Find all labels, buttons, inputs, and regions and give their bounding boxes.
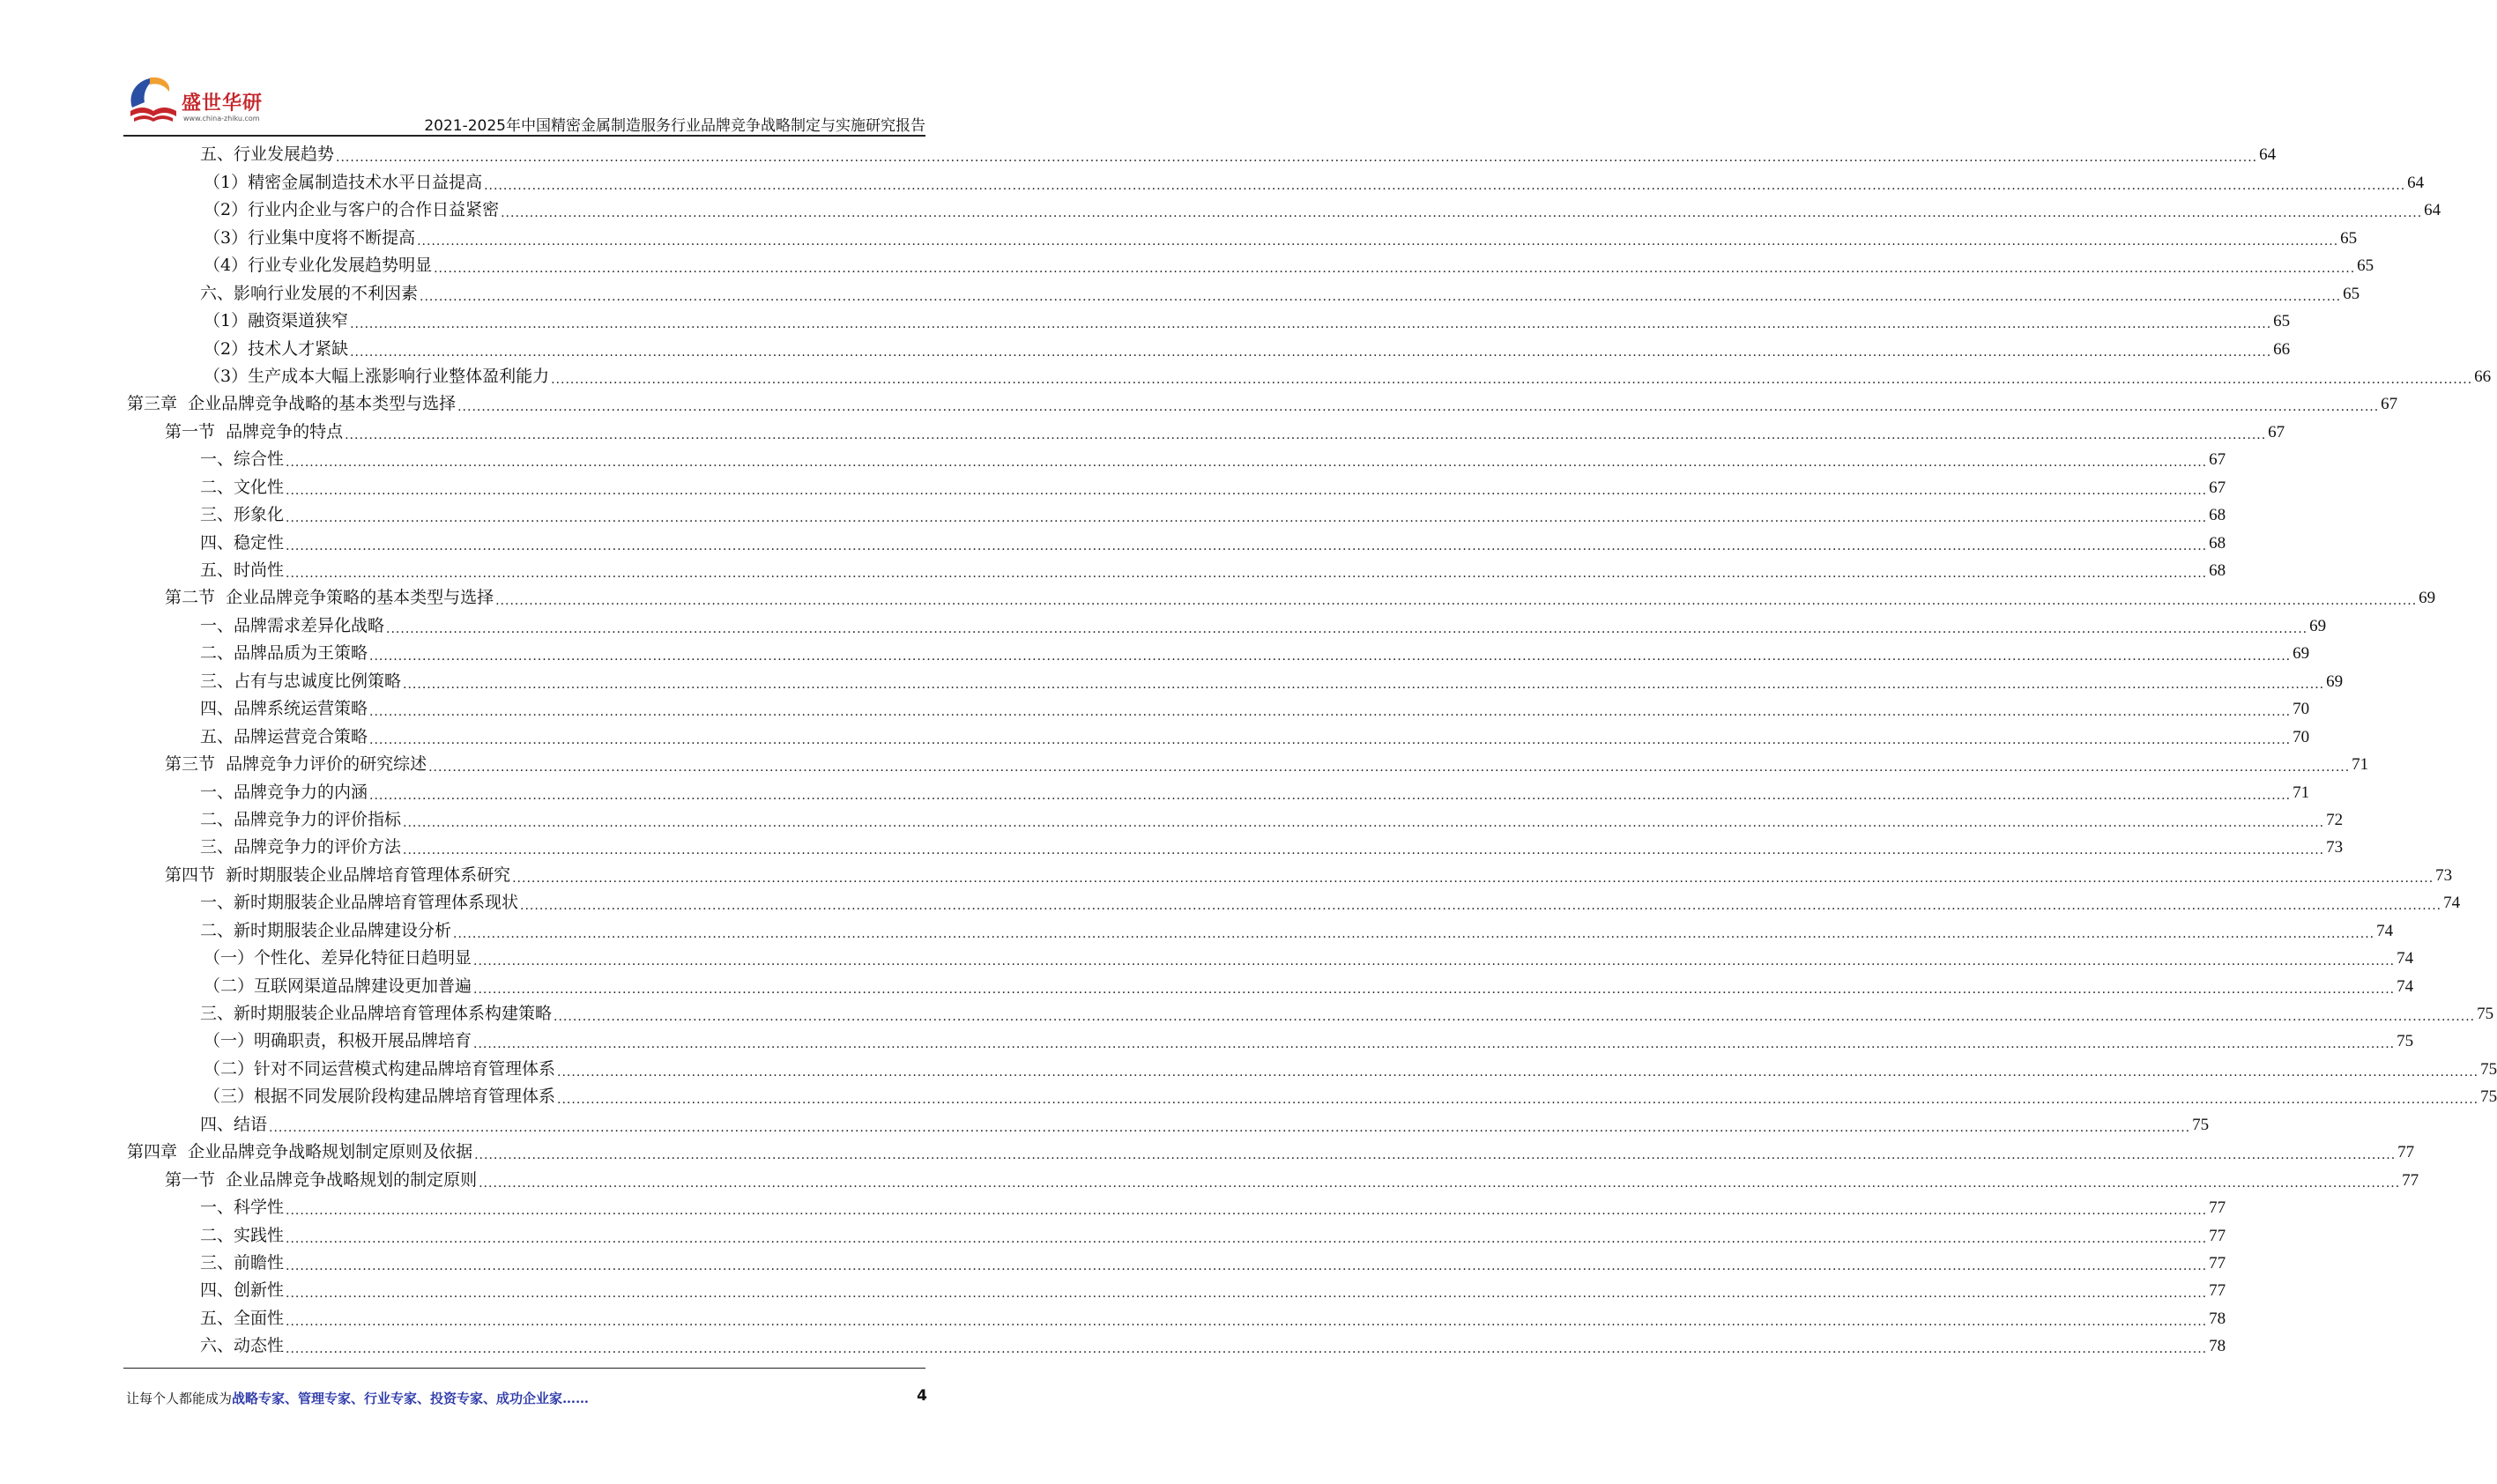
toc-leader-dots: ................................................................................................................................................................................................................................................................................................................................................................................................................ bbox=[336, 151, 2258, 166]
toc-entry-page: 69 bbox=[2419, 589, 2436, 608]
toc-entry-label: 五、全面性 bbox=[200, 1308, 285, 1328]
toc-entry[interactable] bbox=[127, 501, 2226, 529]
toc-entry-page: 75 bbox=[2480, 1087, 2497, 1107]
toc-entry-page: 67 bbox=[2209, 450, 2226, 470]
toc-leader-dots: ................................................................................................................................................................................................................................................................................................................................................................................................................ bbox=[369, 788, 2292, 803]
toc-entry[interactable] bbox=[127, 806, 2344, 834]
toc-entry-label: 四、结语 bbox=[200, 1114, 268, 1134]
toc-entry[interactable] bbox=[127, 834, 2344, 861]
toc-entry[interactable] bbox=[127, 308, 2291, 335]
footer-divider bbox=[123, 1368, 925, 1369]
toc-entry[interactable] bbox=[127, 197, 2441, 224]
toc-leader-dots: ................................................................................................................................................................................................................................................................................................................................................................................................................ bbox=[484, 178, 2406, 193]
toc-entry[interactable] bbox=[127, 1000, 2494, 1028]
toc-entry-page: 78 bbox=[2209, 1337, 2226, 1356]
toc-leader-dots: ................................................................................................................................................................................................................................................................................................................................................................................................................ bbox=[551, 372, 2473, 387]
toc-entry[interactable] bbox=[127, 363, 2492, 390]
toc-entry[interactable] bbox=[127, 1277, 2226, 1304]
toc-entry-label: 二、文化性 bbox=[200, 477, 285, 497]
toc-entry-page: 65 bbox=[2273, 312, 2291, 331]
footer-slogan-highlight: 战略专家、管理专家、行业专家、投资专家、成功企业家…… bbox=[232, 1391, 590, 1406]
toc-entry[interactable] bbox=[127, 252, 2374, 279]
toc-entry-label: （3）生产成本大幅上涨影响行业整体盈利能力 bbox=[204, 366, 550, 386]
toc-entry[interactable] bbox=[127, 1221, 2226, 1249]
logo-url: www.china-zhiku.com bbox=[183, 115, 260, 122]
toc-entry[interactable] bbox=[127, 1166, 2419, 1193]
toc-entry-label: （三）根据不同发展阶段构建品牌培育管理体系 bbox=[204, 1087, 556, 1107]
toc-entry[interactable] bbox=[127, 168, 2425, 196]
toc-entry-label: 五、品牌运营竞合策略 bbox=[200, 726, 368, 746]
toc-entry[interactable] bbox=[127, 916, 2394, 944]
toc-entry-page: 69 bbox=[2293, 644, 2310, 664]
toc-entry-page: 77 bbox=[2209, 1226, 2226, 1245]
toc-entry[interactable] bbox=[127, 446, 2226, 473]
toc-entry-label: 第二节 企业品牌竞争策略的基本类型与选择 bbox=[165, 588, 494, 608]
toc-entry-page: 67 bbox=[2209, 478, 2226, 497]
toc-leader-dots: ................................................................................................................................................................................................................................................................................................................................................................................................................ bbox=[501, 206, 2423, 221]
toc-entry[interactable] bbox=[127, 778, 2310, 805]
toc-leader-dots: ................................................................................................................................................................................................................................................................................................................................................................................................................ bbox=[473, 954, 2396, 969]
toc-leader-dots: ................................................................................................................................................................................................................................................................................................................................................................................................................ bbox=[420, 289, 2342, 304]
toc-entry-label: （1）融资渠道狭窄 bbox=[204, 311, 349, 331]
toc-entry-page: 78 bbox=[2209, 1309, 2226, 1328]
toc-entry[interactable] bbox=[127, 751, 2369, 778]
toc-entry-page: 77 bbox=[2397, 1143, 2415, 1162]
toc-leader-dots: ................................................................................................................................................................................................................................................................................................................................................................................................................ bbox=[286, 1342, 2208, 1357]
toc-entry-page: 77 bbox=[2209, 1198, 2226, 1218]
toc-entry[interactable] bbox=[127, 557, 2226, 584]
toc-leader-dots: ................................................................................................................................................................................................................................................................................................................................................................................................................ bbox=[286, 1204, 2208, 1219]
toc-leader-dots: ................................................................................................................................................................................................................................................................................................................................................................................................................ bbox=[369, 732, 2292, 747]
toc-entry[interactable] bbox=[127, 1332, 2226, 1360]
toc-entry-page: 72 bbox=[2326, 810, 2344, 829]
toc-entry[interactable] bbox=[127, 612, 2327, 639]
toc-entry-page: 71 bbox=[2352, 755, 2369, 775]
toc-entry-label: 二、品牌品质为王策略 bbox=[200, 643, 368, 664]
toc-entry[interactable] bbox=[127, 390, 2398, 418]
toc-entry-label: 五、时尚性 bbox=[200, 560, 285, 580]
toc-entry-page: 77 bbox=[2402, 1170, 2419, 1190]
toc-entry-page: 70 bbox=[2293, 727, 2310, 746]
toc-leader-dots: ................................................................................................................................................................................................................................................................................................................................................................................................................ bbox=[417, 234, 2339, 249]
toc-leader-dots: ................................................................................................................................................................................................................................................................................................................................................................................................................ bbox=[474, 1148, 2397, 1163]
toc-entry-label: 二、品牌竞争力的评价指标 bbox=[200, 809, 402, 829]
toc-entry-page: 68 bbox=[2209, 561, 2226, 580]
toc-entry-page: 64 bbox=[2407, 173, 2425, 192]
toc-entry-label: （1）精密金属制造技术水平日益提高 bbox=[204, 172, 483, 192]
toc-entry[interactable] bbox=[127, 141, 2277, 168]
toc-entry[interactable] bbox=[127, 723, 2310, 750]
toc-entry[interactable] bbox=[127, 1110, 2210, 1138]
toc-entry[interactable] bbox=[127, 1250, 2226, 1277]
toc-entry[interactable] bbox=[127, 584, 2436, 612]
toc-entry[interactable] bbox=[127, 667, 2344, 694]
toc-entry[interactable] bbox=[127, 972, 2414, 999]
toc-leader-dots: ................................................................................................................................................................................................................................................................................................................................................................................................................ bbox=[386, 621, 2308, 636]
toc-entry-label: （二）针对不同运营模式构建品牌培育管理体系 bbox=[204, 1058, 556, 1079]
toc-entry[interactable] bbox=[127, 279, 2360, 307]
toc-entry-page: 69 bbox=[2326, 672, 2344, 691]
toc-entry[interactable] bbox=[127, 1055, 2497, 1082]
toc-entry-label: 第三节 品牌竞争力评价的研究综述 bbox=[165, 754, 427, 775]
toc-leader-dots: ................................................................................................................................................................................................................................................................................................................................................................................................................ bbox=[457, 400, 2380, 415]
toc-entry[interactable] bbox=[127, 695, 2310, 723]
toc-leader-dots: ................................................................................................................................................................................................................................................................................................................................................................................................................ bbox=[495, 594, 2418, 609]
toc-entry-page: 67 bbox=[2381, 395, 2398, 414]
toc-entry-page: 65 bbox=[2340, 228, 2358, 248]
toc-entry[interactable] bbox=[127, 335, 2291, 362]
toc-entry-page: 66 bbox=[2273, 339, 2291, 359]
toc-entry-label: 三、形象化 bbox=[200, 505, 285, 525]
toc-entry-label: （一）个性化、差异化特征日趋明显 bbox=[204, 948, 472, 968]
toc-entry-label: （二）互联网渠道品牌建设更加普遍 bbox=[204, 976, 472, 996]
toc-leader-dots: ................................................................................................................................................................................................................................................................................................................................................................................................................ bbox=[350, 317, 2272, 332]
toc-entry-label: 三、前瞻性 bbox=[200, 1252, 285, 1273]
toc-entry-page: 75 bbox=[2397, 1032, 2414, 1051]
toc-entry-page: 74 bbox=[2397, 976, 2414, 996]
toc-entry-page: 73 bbox=[2435, 865, 2453, 885]
footer-slogan-prefix: 让每个人都能成为 bbox=[126, 1391, 233, 1406]
toc-entry-label: 六、影响行业发展的不利因素 bbox=[200, 283, 419, 303]
toc-entry[interactable] bbox=[127, 529, 2226, 556]
toc-entry-label: 第四节 新时期服装企业品牌培育管理体系研究 bbox=[165, 864, 511, 885]
toc-leader-dots: ................................................................................................................................................................................................................................................................................................................................................................................................................ bbox=[369, 705, 2292, 720]
toc-entry-label: 六、动态性 bbox=[200, 1336, 285, 1356]
toc-leader-dots: ................................................................................................................................................................................................................................................................................................................................................................................................................ bbox=[554, 1010, 2476, 1024]
toc-leader-dots: ................................................................................................................................................................................................................................................................................................................................................................................................................ bbox=[557, 1093, 2479, 1108]
toc-entry-label: 第四章 企业品牌竞争战略规划制定原则及依据 bbox=[127, 1142, 473, 1162]
toc-leader-dots: ................................................................................................................................................................................................................................................................................................................................................................................................................ bbox=[286, 1258, 2208, 1273]
toc-entry[interactable] bbox=[127, 889, 2461, 916]
toc-leader-dots: ................................................................................................................................................................................................................................................................................................................................................................................................................ bbox=[286, 567, 2208, 581]
toc-entry[interactable] bbox=[127, 224, 2358, 251]
toc-entry-page: 73 bbox=[2326, 838, 2344, 857]
toc-entry[interactable] bbox=[127, 1028, 2414, 1055]
toc-entry-label: 二、实践性 bbox=[200, 1225, 285, 1245]
toc-leader-dots: ................................................................................................................................................................................................................................................................................................................................................................................................................ bbox=[286, 538, 2208, 553]
toc-entry-label: 四、创新性 bbox=[200, 1280, 285, 1301]
toc-leader-dots: ................................................................................................................................................................................................................................................................................................................................................................................................................ bbox=[269, 1120, 2191, 1135]
toc-entry-label: 五、行业发展趋势 bbox=[200, 145, 335, 165]
toc-entry-page: 64 bbox=[2259, 145, 2277, 165]
toc-entry-label: 二、新时期服装企业品牌建设分析 bbox=[200, 920, 452, 940]
toc-entry-page: 68 bbox=[2209, 533, 2226, 553]
toc-entry-page: 75 bbox=[2477, 1005, 2494, 1023]
toc-leader-dots: ................................................................................................................................................................................................................................................................................................................................................................................................................ bbox=[520, 899, 2442, 914]
toc-entry-label: 三、新时期服装企业品牌培育管理体系构建策略 bbox=[200, 1004, 553, 1023]
toc-entry-label: （一）明确职责，积极开展品牌培育 bbox=[204, 1031, 472, 1051]
toc-entry-page: 74 bbox=[2376, 921, 2394, 940]
toc-leader-dots: ................................................................................................................................................................................................................................................................................................................................................................................................................ bbox=[453, 926, 2375, 941]
toc-entry[interactable] bbox=[127, 945, 2414, 972]
toc-entry-page: 68 bbox=[2209, 506, 2226, 525]
toc-entry-label: 第一节 品牌竞争的特点 bbox=[165, 421, 344, 441]
footer-slogan bbox=[126, 1389, 589, 1407]
toc-leader-dots: ................................................................................................................................................................................................................................................................................................................................................................................................................ bbox=[403, 843, 2325, 858]
logo-name: 盛世华研 bbox=[182, 93, 264, 115]
company-logo bbox=[123, 72, 273, 130]
toc-entry-page: 74 bbox=[2443, 894, 2461, 913]
toc-leader-dots: ................................................................................................................................................................................................................................................................................................................................................................................................................ bbox=[286, 1314, 2208, 1329]
toc-entry-label: 一、新时期服装企业品牌培育管理体系现状 bbox=[200, 893, 519, 913]
table-of-contents bbox=[127, 141, 2497, 1360]
page-number: 4 bbox=[917, 1387, 927, 1405]
toc-leader-dots: ................................................................................................................................................................................................................................................................................................................................................................................................................ bbox=[428, 761, 2351, 775]
toc-entry-page: 70 bbox=[2293, 700, 2310, 719]
toc-entry-label: 一、综合性 bbox=[200, 449, 285, 470]
toc-leader-dots: ................................................................................................................................................................................................................................................................................................................................................................................................................ bbox=[286, 511, 2208, 526]
toc-entry-label: 一、品牌需求差异化战略 bbox=[200, 615, 385, 635]
toc-entry-page: 66 bbox=[2474, 367, 2492, 386]
toc-entry-page: 67 bbox=[2268, 422, 2285, 441]
toc-leader-dots: ................................................................................................................................................................................................................................................................................................................................................................................................................ bbox=[512, 871, 2434, 886]
toc-leader-dots: ................................................................................................................................................................................................................................................................................................................................................................................................................ bbox=[403, 677, 2325, 692]
toc-entry[interactable] bbox=[127, 473, 2226, 501]
toc-entry-label: （3）行业集中度将不断提高 bbox=[204, 227, 416, 248]
toc-entry-label: 四、稳定性 bbox=[200, 532, 285, 553]
toc-entry-page: 77 bbox=[2209, 1281, 2226, 1301]
toc-entry-page: 75 bbox=[2192, 1115, 2210, 1134]
toc-entry-label: 一、品牌竞争力的内涵 bbox=[200, 782, 368, 802]
toc-entry[interactable] bbox=[127, 640, 2310, 667]
toc-entry[interactable] bbox=[127, 418, 2285, 445]
toc-entry-label: （2）行业内企业与客户的合作日益紧密 bbox=[204, 200, 500, 220]
toc-entry-label: （4）行业专业化发展趋势明显 bbox=[204, 256, 433, 276]
toc-leader-dots: ................................................................................................................................................................................................................................................................................................................................................................................................................ bbox=[350, 345, 2272, 360]
toc-entry[interactable] bbox=[127, 1139, 2415, 1166]
toc-entry-page: 74 bbox=[2397, 949, 2414, 968]
toc-entry-label: 四、品牌系统运营策略 bbox=[200, 699, 368, 719]
toc-entry[interactable] bbox=[127, 1194, 2226, 1221]
toc-leader-dots: ................................................................................................................................................................................................................................................................................................................................................................................................................ bbox=[403, 815, 2325, 830]
toc-leader-dots: ................................................................................................................................................................................................................................................................................................................................................................................................................ bbox=[434, 262, 2356, 277]
toc-entry[interactable] bbox=[127, 861, 2453, 888]
page-header bbox=[123, 72, 925, 134]
toc-entry-page: 65 bbox=[2343, 284, 2360, 303]
report-title: 2021-2025年中国精密金属制造服务行业品牌竞争战略制定与实施研究报告 bbox=[424, 117, 925, 135]
toc-leader-dots: ................................................................................................................................................................................................................................................................................................................................................................................................................ bbox=[369, 649, 2292, 664]
toc-entry[interactable] bbox=[127, 1083, 2497, 1110]
toc-entry-page: 69 bbox=[2309, 616, 2327, 635]
toc-leader-dots: ................................................................................................................................................................................................................................................................................................................................................................................................................ bbox=[286, 1231, 2208, 1246]
toc-entry[interactable] bbox=[127, 1304, 2226, 1332]
toc-entry-label: 第一节 企业品牌竞争战略规划的制定原则 bbox=[165, 1169, 478, 1190]
logo-emblem-icon bbox=[123, 72, 182, 130]
header-divider bbox=[123, 135, 925, 137]
toc-entry-label: 第三章 企业品牌竞争战略的基本类型与选择 bbox=[127, 394, 457, 414]
toc-leader-dots: ................................................................................................................................................................................................................................................................................................................................................................................................................ bbox=[473, 1037, 2396, 1052]
toc-entry-page: 77 bbox=[2209, 1253, 2226, 1273]
toc-entry-page: 71 bbox=[2293, 783, 2310, 802]
toc-entry-label: （2）技术人才紧缺 bbox=[204, 338, 349, 359]
toc-entry-page: 75 bbox=[2480, 1059, 2497, 1079]
toc-leader-dots: ................................................................................................................................................................................................................................................................................................................................................................................................................ bbox=[286, 456, 2208, 471]
toc-entry-label: 三、占有与忠诚度比例策略 bbox=[200, 671, 402, 691]
toc-entry-label: 一、科学性 bbox=[200, 1198, 285, 1218]
toc-leader-dots: ................................................................................................................................................................................................................................................................................................................................................................................................................ bbox=[557, 1065, 2479, 1080]
toc-leader-dots: ................................................................................................................................................................................................................................................................................................................................................................................................................ bbox=[286, 1287, 2208, 1302]
toc-entry-page: 64 bbox=[2424, 201, 2441, 220]
toc-entry-page: 65 bbox=[2357, 256, 2374, 276]
toc-leader-dots: ................................................................................................................................................................................................................................................................................................................................................................................................................ bbox=[479, 1176, 2401, 1191]
toc-leader-dots: ................................................................................................................................................................................................................................................................................................................................................................................................................ bbox=[473, 982, 2396, 997]
toc-leader-dots: ................................................................................................................................................................................................................................................................................................................................................................................................................ bbox=[286, 483, 2208, 498]
toc-entry-label: 三、品牌竞争力的评价方法 bbox=[200, 837, 402, 857]
toc-leader-dots: ................................................................................................................................................................................................................................................................................................................................................................................................................ bbox=[345, 427, 2267, 442]
